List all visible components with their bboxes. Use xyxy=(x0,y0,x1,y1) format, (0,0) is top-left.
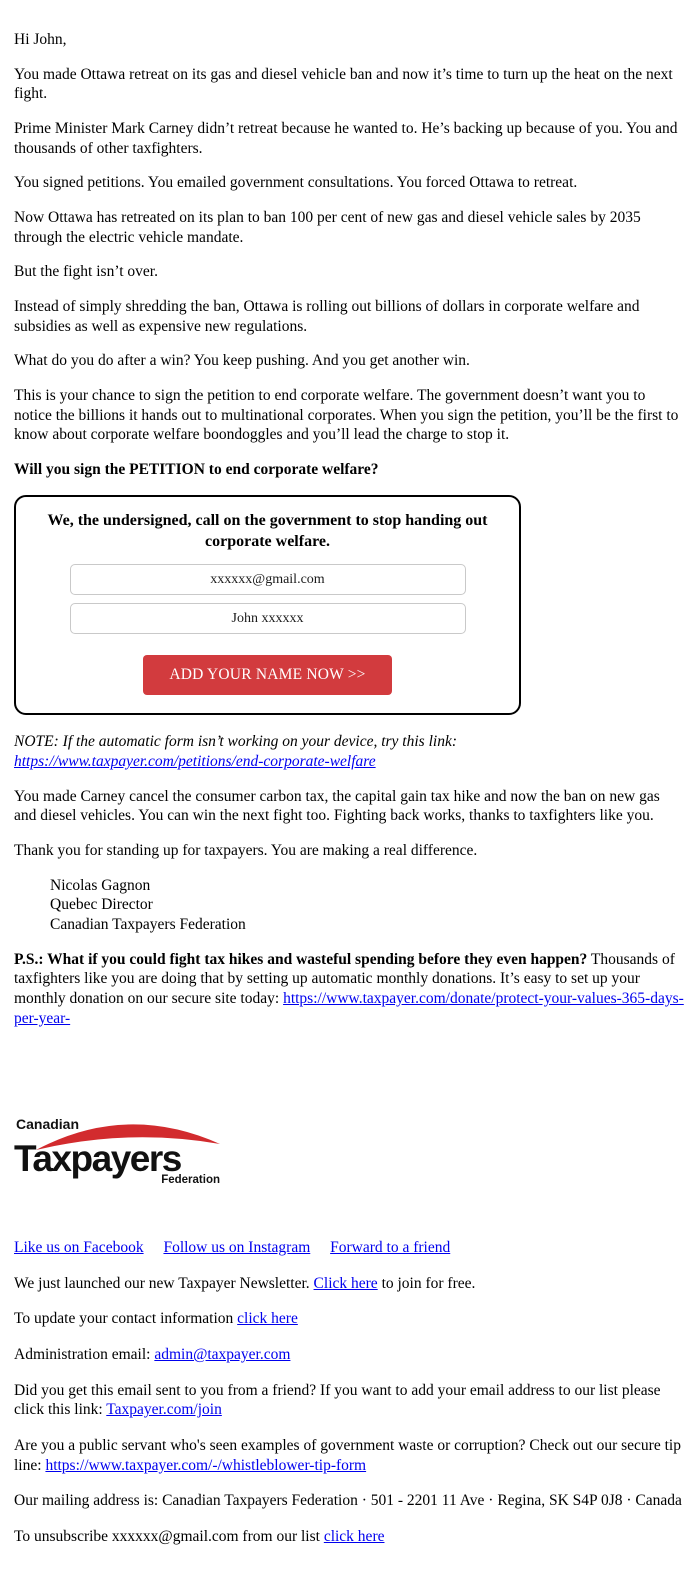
greeting: Hi John, xyxy=(14,31,67,48)
newsletter-line xyxy=(14,1274,684,1294)
paragraph: What do you do after a win? You keep pushing. And you get another win. xyxy=(14,352,470,370)
paragraph: Thank you for standing up for taxpayers. You are making a real difference. xyxy=(14,842,478,860)
tip-line-text: Are you a public servant who's seen examples of government waste or corruption? Check out our secure tip line: xyxy=(14,1437,681,1474)
paragraph: But the fight isn’t over. xyxy=(14,263,158,281)
form-note xyxy=(14,732,684,771)
signature-name: Nicolas Gagnon xyxy=(50,876,151,894)
paragraph: You made Carney cancel the consumer carbon tax, the capital gain tax hike and now the ban on new gas and diesel vehicles. You can win the next fight too. Fighting back works, thanks to taxfighters like you. xyxy=(14,787,660,825)
update-contact-line xyxy=(14,1309,684,1329)
mailing-address: Our mailing address is: Canadian Taxpayers Federation · 501 - 2201 11 Ave · Regina, SK S4P 0J8 · Canada xyxy=(14,1492,682,1510)
paragraph: Now Ottawa has retreated on its plan to ban 100 per cent of new gas and diesel vehicle sales by 2035 through the electric vehicle mandate. xyxy=(14,209,641,246)
note-fallback-link[interactable]: https://www.taxpayer.com/petitions/end-corporate-welfare xyxy=(14,753,376,771)
admin-email-text: Administration email: xyxy=(14,1346,155,1364)
join-list-link[interactable]: Taxpayer.com/join xyxy=(106,1401,222,1419)
facebook-link[interactable]: Like us on Facebook xyxy=(14,1239,144,1257)
add-your-name-button[interactable]: ADD YOUR NAME NOW >> xyxy=(143,655,391,695)
paragraph: Instead of simply shredding the ban, Ottawa is rolling out billions of dollars in corporate welfare and subsidies as well as expensive new regulations. xyxy=(14,298,640,335)
ctf-logo-graphic xyxy=(14,1116,226,1186)
signature-org: Canadian Taxpayers Federation xyxy=(50,916,246,934)
update-contact-text: To update your contact information xyxy=(14,1310,238,1328)
forward-to-friend-link[interactable]: Forward to a friend xyxy=(330,1239,451,1257)
paragraph: You made Ottawa retreat on its gas and diesel vehicle ban and now it’s time to turn up the heat on the next fight. xyxy=(14,65,673,103)
newsletter-text: We just launched our new Taxpayer Newsletter. xyxy=(14,1274,314,1292)
unsubscribe-link[interactable]: click here xyxy=(323,1528,385,1546)
add-friend-line xyxy=(14,1381,684,1420)
social-links-row xyxy=(14,1238,684,1258)
note-text: NOTE: If the automatic form isn’t working on your device, try this link: xyxy=(14,733,457,751)
ps-donate-link[interactable]: https://www.taxpayer.com/donate/protect-your-values-365-days-per-year- xyxy=(14,990,684,1027)
logo-text-canadian: Canadian xyxy=(16,1116,80,1133)
newsletter-join-link[interactable]: Click here xyxy=(313,1274,378,1292)
petition-heading: We, the undersigned, call on the government to stop handing out corporate welfare. xyxy=(47,511,488,550)
logo-text-federation: Federation xyxy=(161,1174,220,1187)
ctf-logo xyxy=(14,1116,684,1192)
admin-email-link[interactable]: admin@taxpayer.com xyxy=(154,1346,291,1364)
signature-block xyxy=(50,876,684,935)
tip-line xyxy=(14,1436,684,1475)
ps-bold-text: P.S.: What if you could fight tax hikes and wasteful spending before they even happen? xyxy=(14,950,588,968)
newsletter-text-after: to join for free. xyxy=(377,1274,476,1292)
instagram-link[interactable]: Follow us on Instagram xyxy=(163,1239,311,1257)
petition-name-input[interactable] xyxy=(70,603,466,634)
whistleblower-tip-link[interactable]: https://www.taxpayer.com/-/whistleblower-tip-form xyxy=(45,1456,367,1474)
paragraph: This is your chance to sign the petition to end corporate welfare. The government doesn’t want you to notice the billions it hands out to multinational corporates. When you sign the petition, you’ll be the first to know about corporate welfare boondoggles and you’ll lead the charge to stop it. xyxy=(14,387,679,444)
unsubscribe-line xyxy=(14,1527,684,1547)
admin-email-line xyxy=(14,1345,684,1365)
add-friend-text: Did you get this email sent to you from a friend? If you want to add your email address to our list please click this link: xyxy=(14,1381,661,1419)
signature-title: Quebec Director xyxy=(50,896,153,914)
ps-text: Thousands of taxfighters like you are doing that by setting up automatic monthly donations. It’s easy to set up your monthly donation on our secure site today: xyxy=(14,950,675,1008)
petition-email-input[interactable] xyxy=(70,564,466,595)
petition-form xyxy=(14,495,521,716)
ps-paragraph xyxy=(14,950,684,1029)
update-contact-link[interactable]: click here xyxy=(237,1310,298,1328)
unsubscribe-text: To unsubscribe xxxxxx@gmail.com from our list xyxy=(14,1528,324,1546)
logo-text-taxpayers: Taxpayers xyxy=(14,1138,181,1180)
paragraph: You signed petitions. You emailed government consultations. You forced Ottawa to retreat. xyxy=(14,174,578,192)
cta-question: Will you sign the PETITION to end corporate welfare? xyxy=(14,461,379,479)
paragraph: Prime Minister Mark Carney didn’t retreat because he wanted to. He’s backing up because of you. You and thousands of other taxfighters. xyxy=(14,120,678,157)
email-footer xyxy=(14,1238,684,1547)
